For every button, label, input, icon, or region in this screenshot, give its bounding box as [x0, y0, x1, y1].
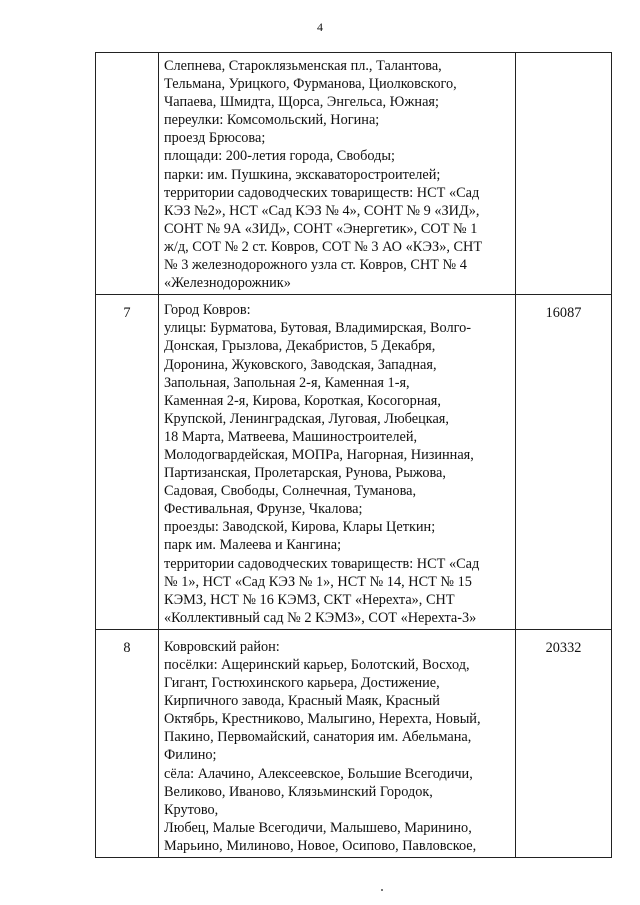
scan-speck — [381, 889, 383, 891]
territory-line: территории садоводческих товариществ: НСТ «Сад — [164, 555, 480, 572]
territory-line: проезд Брюсова; — [164, 130, 266, 147]
territory-text — [159, 53, 515, 294]
table-row — [96, 53, 612, 295]
territory-line: Крупской, Ленинградская, Луговая, Любецкая, — [164, 410, 449, 427]
territory-line: Молодогвардейская, МОПРа, Нагорная, Низинная, — [164, 446, 474, 463]
territory-line: Каменная 2-я, Кирова, Короткая, Косогорная, — [164, 392, 441, 409]
territory-line: Гигант, Гостюхинского карьера, Достижение, — [164, 675, 440, 692]
territory-line: Садовая, Свободы, Солнечная, Туманова, — [164, 483, 417, 500]
territory-line: Тельмана, Урицкого, Фурманова, Циолковского, — [164, 76, 457, 93]
territory-line: парки: им. Пушкина, экскаваторостроителей; — [164, 166, 441, 183]
table-row — [96, 295, 612, 630]
district-number-cell — [96, 53, 159, 295]
territory-line: ж/д, СОТ № 2 ст. Ковров, СОТ № 3 АО «КЭЗ», СНТ — [164, 238, 483, 255]
district-number: 7 — [123, 305, 131, 322]
territory-line: КЭМЗ, НСТ № 16 КЭМЗ, СКТ «Нерехта», СНТ — [164, 591, 455, 608]
district-number: 8 — [123, 639, 131, 656]
territory-line: Пакино, Первомайский, санатория им. Абельмана, — [164, 729, 472, 746]
voter-count-cell — [516, 629, 612, 857]
territory-line: Донская, Грызлова, Декабристов, 5 Декабря, — [164, 338, 436, 355]
voter-count-cell — [516, 53, 612, 295]
territory-line: парк им. Малеева и Кангина; — [164, 537, 342, 554]
territory-line: Марьино, Милиново, Новое, Осипово, Павловское, — [164, 837, 477, 854]
table-row — [96, 629, 612, 857]
territory-line: Фестивальная, Фрунзе, Чкалова; — [164, 501, 363, 518]
district-number — [96, 53, 158, 62]
voter-count: 16087 — [545, 305, 582, 322]
voter-count-cell — [516, 295, 612, 630]
district-territory-cell — [159, 295, 516, 630]
territory-line: Филино; — [164, 747, 217, 764]
territory-line: Великово, Иваново, Клязьминский Городок, — [164, 783, 433, 800]
district-territory-cell — [159, 53, 516, 295]
territory-line: № 1», НСТ «Сад КЭЗ № 1», НСТ № 14, НСТ № 15 — [164, 573, 472, 590]
territory-line: Запольная, Запольная 2-я, Каменная 1-я, — [164, 374, 410, 391]
territory-line: Любец, Малые Всегодичи, Малышево, Маринино, — [164, 819, 472, 836]
voter-count: 20332 — [545, 639, 582, 656]
district-number-cell — [96, 295, 159, 630]
territory-line: переулки: Комсомольский, Ногина; — [164, 112, 380, 129]
territory-line: «Коллективный сад № 2 КЭМЗ», СОТ «Нерехта-3» — [164, 609, 477, 626]
territory-text — [159, 630, 515, 857]
territory-line: Доронина, Жуковского, Заводская, Западная, — [164, 356, 437, 373]
page-number: 4 — [317, 20, 323, 34]
territory-line: Город Ковров: — [164, 302, 251, 319]
territory-line: улицы: Бурматова, Бутовая, Владимирская, Волго- — [164, 320, 472, 337]
territory-line: СОНТ № 9А «ЗИД», СОНТ «Энергетик», СОТ № 1 — [164, 220, 478, 237]
territory-line: 18 Марта, Матвеева, Машиностроителей, — [164, 428, 418, 445]
territory-line: Ковровский район: — [164, 638, 280, 655]
territory-line: площади: 200-летия города, Свободы; — [164, 148, 396, 165]
territory-line: «Железнодорожник» — [164, 275, 291, 292]
territory-line: проезды: Заводской, Кирова, Клары Цеткин; — [164, 519, 436, 536]
territory-line: Октябрь, Крестниково, Малыгино, Нерехта, Новый, — [164, 711, 481, 728]
territory-line: КЭЗ №2», НСТ «Сад КЭЗ № 4», СОНТ № 9 «ЗИД», — [164, 202, 480, 219]
territory-line: территории садоводческих товариществ: НСТ «Сад — [164, 184, 480, 201]
territory-line: Кирпичного завода, Красный Маяк, Красный — [164, 693, 440, 710]
territory-line: Крутово, — [164, 801, 219, 818]
district-territory-cell — [159, 629, 516, 857]
districts-table — [95, 52, 612, 858]
territory-line: № 3 железнодорожного узла ст. Ковров, СНТ № 4 — [164, 257, 467, 274]
territory-line: сёла: Алачино, Алексеевское, Большие Всегодичи, — [164, 765, 473, 782]
voter-count — [516, 53, 611, 62]
territory-line: Партизанская, Пролетарская, Рунова, Рыжова, — [164, 465, 446, 482]
district-number-cell — [96, 629, 159, 857]
territory-line: Чапаева, Шмидта, Щорса, Энгельса, Южная; — [164, 94, 439, 111]
territory-text — [159, 295, 515, 629]
territory-line: посёлки: Ащеринский карьер, Болотский, Восход, — [164, 657, 470, 673]
territory-line: Слепнева, Староклязьменская пл., Талантова, — [164, 58, 442, 74]
